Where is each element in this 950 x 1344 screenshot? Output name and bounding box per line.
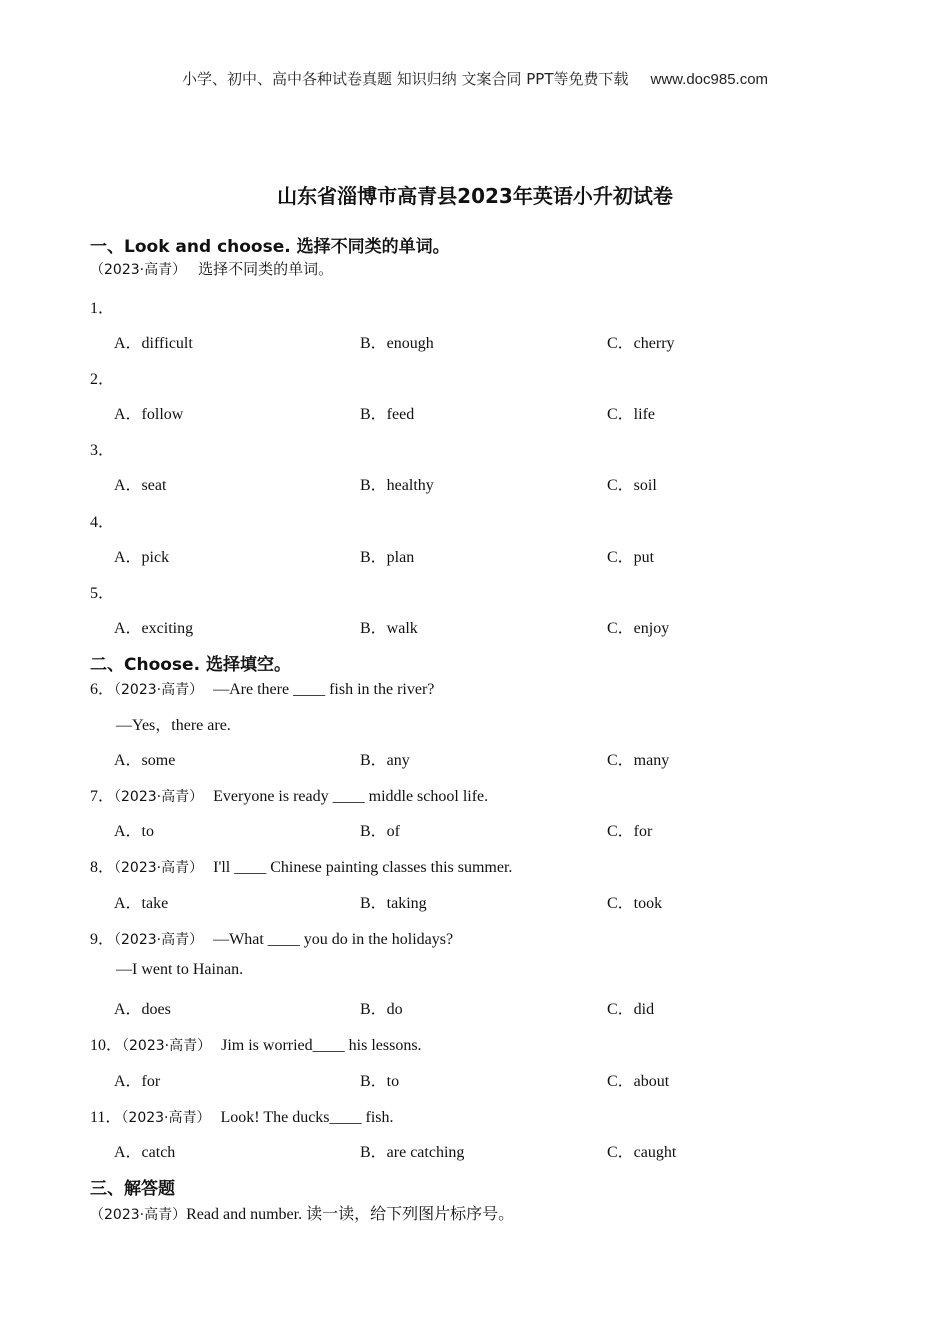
question-stem: —What ____ you do in the holidays? bbox=[213, 931, 454, 948]
question-stem-continued: —I went to Hainan. bbox=[116, 961, 244, 978]
question-number: 11． bbox=[90, 1109, 122, 1126]
option-b[interactable]: B．any bbox=[360, 752, 410, 769]
question-number: 8． bbox=[90, 859, 115, 876]
option-a[interactable]: A．take bbox=[114, 895, 169, 912]
option-b[interactable]: B．enough bbox=[360, 335, 434, 352]
question-stem: Everyone is ready ____ middle school life. bbox=[213, 788, 489, 805]
section1-source: （2023·高青） bbox=[90, 262, 187, 278]
option-b[interactable]: B．feed bbox=[360, 406, 415, 423]
option-b[interactable]: B．walk bbox=[360, 620, 418, 637]
option-a[interactable]: A．pick bbox=[114, 549, 170, 566]
option-a[interactable]: A．difficult bbox=[114, 335, 193, 352]
option-c[interactable]: C．took bbox=[607, 895, 663, 912]
section3-instruction: Read and number. 读一读，给下列图片标序号。 bbox=[186, 1206, 515, 1223]
option-a[interactable]: A．follow bbox=[114, 406, 184, 423]
question-number: 10． bbox=[90, 1037, 123, 1054]
option-c[interactable]: C．cherry bbox=[607, 335, 675, 352]
question-number: 3． bbox=[90, 442, 115, 459]
question-stem: Look! The ducks____ fish. bbox=[220, 1109, 394, 1126]
option-a[interactable]: A．seat bbox=[114, 477, 167, 494]
question-stem: I'll ____ Chinese painting classes this summer. bbox=[213, 859, 513, 876]
section3-instruction-line bbox=[90, 1201, 514, 1224]
option-c[interactable]: C．many bbox=[607, 752, 670, 769]
option-b[interactable]: B．plan bbox=[360, 549, 415, 566]
question-source: （2023·高青） bbox=[114, 860, 204, 876]
page-header bbox=[0, 68, 950, 89]
option-b[interactable]: B．healthy bbox=[360, 477, 434, 494]
option-c[interactable]: C．soil bbox=[607, 477, 657, 494]
option-c[interactable]: C．about bbox=[607, 1073, 670, 1090]
option-a[interactable]: A．some bbox=[114, 752, 176, 769]
header-site[interactable]: www.doc985.com bbox=[650, 71, 769, 88]
section1-instruction: 选择不同类的单词。 bbox=[198, 260, 334, 278]
section1-heading: 一、Look and choose. 选择不同类的单词。 bbox=[90, 237, 450, 257]
option-a[interactable]: A．exciting bbox=[114, 620, 194, 637]
question-number: 4． bbox=[90, 514, 115, 531]
option-b[interactable]: B．taking bbox=[360, 895, 427, 912]
question-number: 1． bbox=[90, 300, 115, 317]
question-stem-line bbox=[90, 854, 512, 877]
question-number: 7． bbox=[90, 788, 115, 805]
question-source: （2023·高青） bbox=[114, 682, 204, 698]
question-number: 5． bbox=[90, 585, 115, 602]
option-c[interactable]: C．put bbox=[607, 549, 655, 566]
question-number: 2． bbox=[90, 371, 115, 388]
option-b[interactable]: B．of bbox=[360, 823, 401, 840]
option-a[interactable]: A．does bbox=[114, 1001, 171, 1018]
section2-heading: 二、Choose. 选择填空。 bbox=[90, 655, 291, 675]
question-source: （2023·高青） bbox=[122, 1038, 212, 1054]
question-stem-line bbox=[90, 1032, 422, 1055]
question-stem: Jim is worried____ his lessons. bbox=[221, 1037, 422, 1054]
option-b[interactable]: B．are catching bbox=[360, 1144, 465, 1161]
option-c[interactable]: C．life bbox=[607, 406, 655, 423]
question-stem-continued: —Yes，there are. bbox=[116, 717, 231, 734]
option-c[interactable]: C．enjoy bbox=[607, 620, 670, 637]
section3-heading: 三、解答题 bbox=[90, 1179, 175, 1199]
option-b[interactable]: B．to bbox=[360, 1073, 400, 1090]
header-text: 小学、初中、高中各种试卷真题 知识归纳 文案合同 PPT等免费下载 bbox=[181, 70, 629, 88]
question-stem-line bbox=[90, 1104, 394, 1127]
option-a[interactable]: A．catch bbox=[114, 1144, 176, 1161]
option-c[interactable]: C．caught bbox=[607, 1144, 677, 1161]
question-stem-line bbox=[90, 783, 488, 806]
section1-instruction-line bbox=[90, 258, 333, 279]
question-number: 6． bbox=[90, 681, 115, 698]
question-source: （2023·高青） bbox=[121, 1110, 211, 1126]
question-stem-line bbox=[90, 676, 434, 699]
section3-source: （2023·高青） bbox=[90, 1207, 187, 1223]
option-a[interactable]: A．for bbox=[114, 1073, 161, 1090]
question-stem: —Are there ____ fish in the river? bbox=[213, 681, 435, 698]
question-stem-line bbox=[90, 926, 453, 949]
option-c[interactable]: C．did bbox=[607, 1001, 655, 1018]
option-c[interactable]: C．for bbox=[607, 823, 653, 840]
page-title: 山东省淄博市高青县2023年英语小升初试卷 bbox=[277, 184, 673, 208]
question-number: 9． bbox=[90, 931, 115, 948]
question-source: （2023·高青） bbox=[114, 932, 204, 948]
question-source: （2023·高青） bbox=[114, 789, 204, 805]
option-b[interactable]: B．do bbox=[360, 1001, 403, 1018]
option-a[interactable]: A．to bbox=[114, 823, 155, 840]
